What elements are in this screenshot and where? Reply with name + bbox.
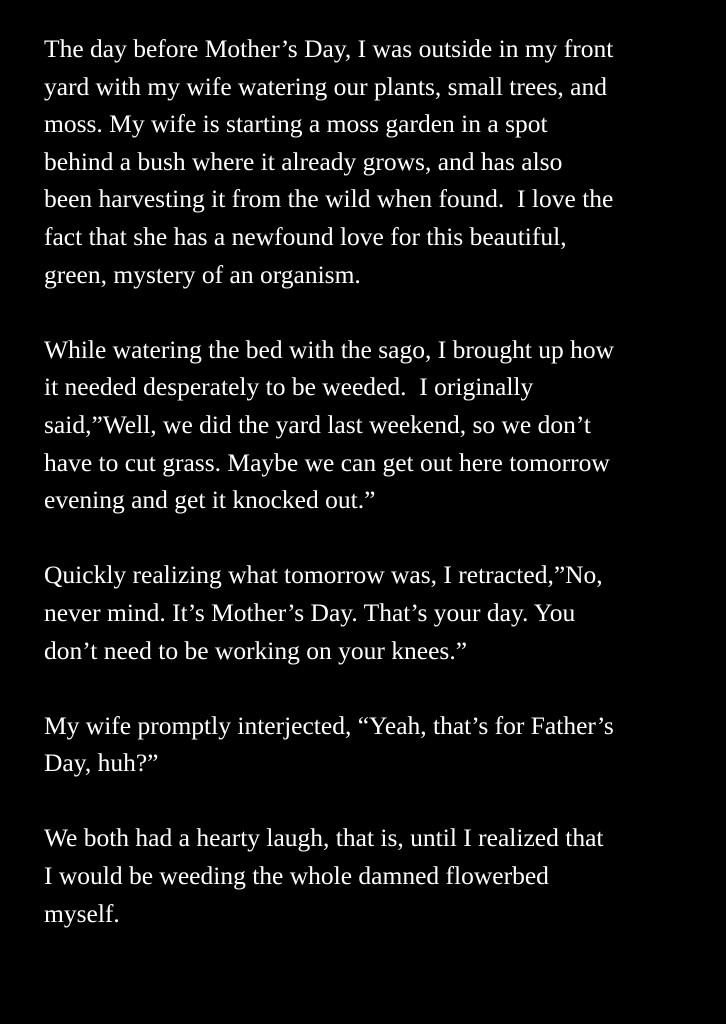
text-line: evening and get it knocked out.” — [44, 485, 376, 515]
text-line: We both had a hearty laugh, that is, until I realized that — [44, 823, 604, 853]
text-line: been harvesting it from the wild when found. I love the — [44, 184, 614, 214]
paragraph-1 — [44, 30, 704, 293]
text-line: moss. My wife is starting a moss garden in a spot — [44, 109, 548, 139]
text-line: never mind. It’s Mother’s Day. That’s your day. You — [44, 597, 576, 627]
text-line: have to cut grass. Maybe we can get out here tomorrow — [44, 447, 610, 477]
story-text — [44, 30, 704, 970]
text-line: Day, huh?” — [44, 748, 159, 778]
paragraph-3 — [44, 556, 704, 669]
text-line: While watering the bed with the sago, I brought up how — [44, 334, 615, 364]
text-line: The day before Mother’s Day, I was outside in my front — [44, 34, 614, 63]
text-line: don’t need to be working on your knees.” — [44, 635, 468, 665]
text-line: behind a bush where it already grows, and has also — [44, 146, 563, 176]
paragraph-4 — [44, 707, 704, 782]
text-line: fact that she has a newfound love for this beautiful, — [44, 221, 567, 251]
text-line: yard with my wife watering our plants, small trees, and — [44, 71, 607, 101]
text-line: said,”Well, we did the yard last weekend, so we don’t — [44, 409, 591, 439]
text-line: it needed desperately to be weeded. I originally — [44, 372, 534, 402]
text-line: green, mystery of an organism. — [44, 259, 361, 289]
paragraph-2 — [44, 331, 704, 519]
text-line: myself. — [44, 898, 120, 928]
text-line: I would be weeding the whole damned flowerbed — [44, 861, 549, 891]
paragraph-5 — [44, 819, 704, 932]
text-line: My wife promptly interjected, “Yeah, that’s for Father’s — [44, 710, 614, 740]
text-line: Quickly realizing what tomorrow was, I retracted,”No, — [44, 560, 603, 590]
